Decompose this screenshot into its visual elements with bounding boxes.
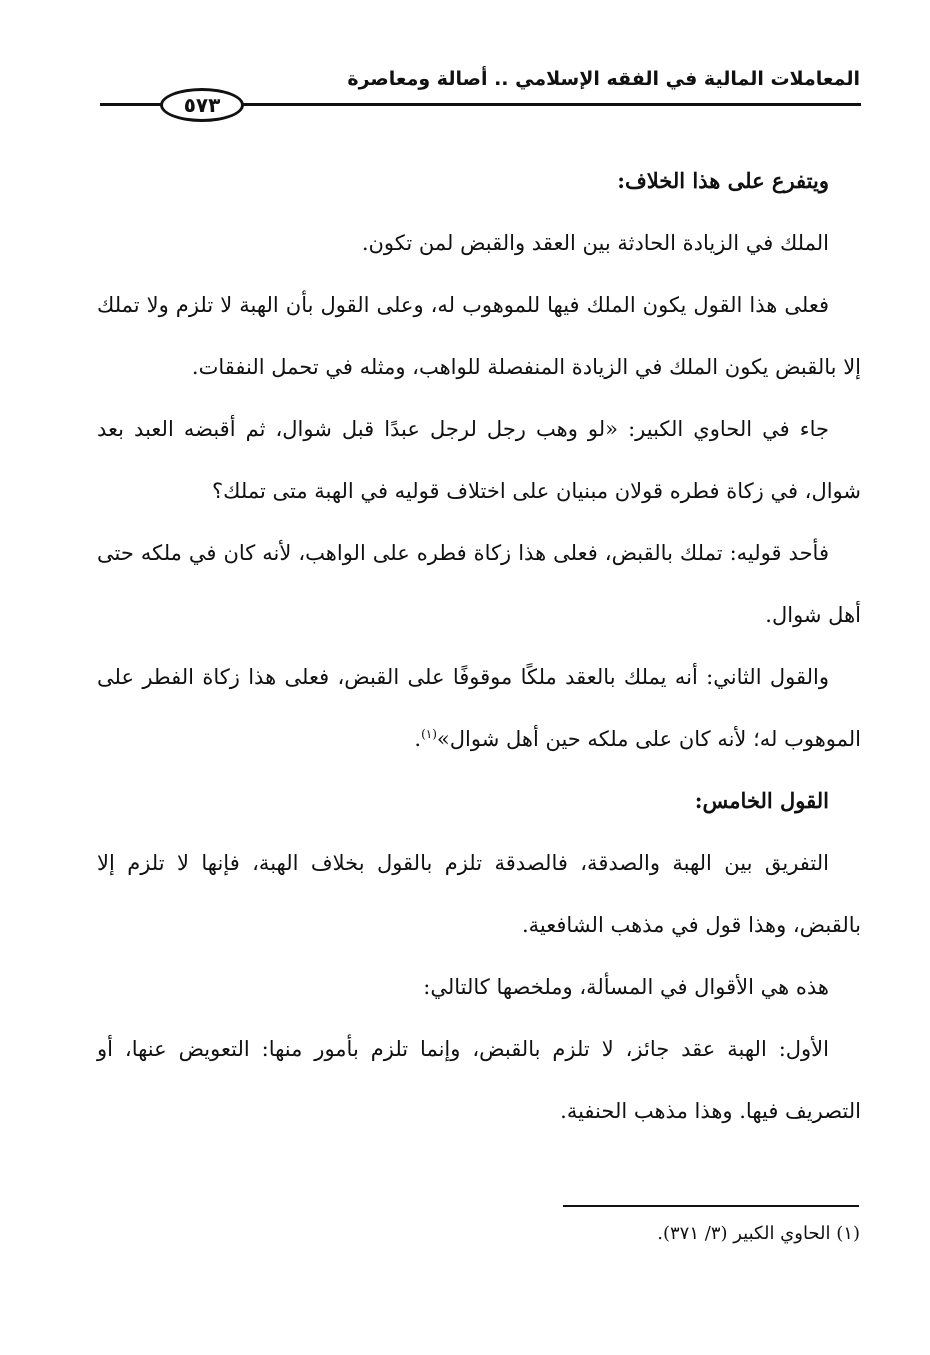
paragraph: الملك في الزيادة الحادثة بين العقد والقبض لمن تكون.: [361, 231, 829, 255]
footnote-reference: (١): [421, 727, 437, 741]
page-number-badge: [160, 88, 244, 122]
page-number: ٥٧٣: [183, 93, 221, 117]
paragraph: الأول: الهبة عقد جائز، لا تلزم بالقبض، وإنما تلزم بأمور منها: التعويض عنها، أو التصريف فيها. وهذا مذهب الحنفية.: [97, 1037, 861, 1123]
paragraph: هذه هي الأقوال في المسألة، وملخصها كالتالي:: [423, 975, 829, 999]
header-rule: [100, 103, 162, 106]
body-text: [97, 150, 861, 1142]
section-heading: القول الخامس:: [694, 788, 829, 813]
header-rule: [243, 103, 861, 106]
paragraph: فأحد قوليه: تملك بالقبض، فعلى هذا زكاة فطره على الواهب، لأنه كان في ملكه حتى أهل شوال.: [97, 541, 861, 627]
paragraph: التفريق بين الهبة والصدقة، فالصدقة تلزم بالقول بخلاف الهبة، فإنها لا تلزم إلا بالقبض، وهذا قول في مذهب الشافعية.: [97, 851, 861, 937]
footnote: (١) الحاوي الكبير (٣/ ٣٧١).: [657, 1223, 860, 1244]
paragraph-text: والقول الثاني: أنه يملك بالعقد ملكًا موقوفًا على القبض، فعلى هذا زكاة الفطر على الموهوب له؛ لأنه كان على ملكه حين أهل شوال»: [97, 665, 861, 751]
paragraph-branch-heading: ويتفرع على هذا الخلاف:: [617, 168, 829, 193]
paragraph-end: .: [414, 727, 422, 751]
paragraph: فعلى هذا القول يكون الملك فيها للموهوب له، وعلى القول بأن الهبة لا تلزم ولا تملك إلا بالقبض يكون الملك في الزيادة المنفصلة للواهب، ومثله في تحمل النفقات.: [97, 293, 861, 379]
paragraph-quote: جاء في الحاوي الكبير: «لو وهب رجل لرجل عبدًا قبل شوال، ثم أقبضه العبد بعد شوال، في زكاة فطره قولان مبنيان على اختلاف قوليه في الهبة متى تملك؟: [97, 417, 861, 503]
paragraph: [97, 646, 861, 770]
footnote-separator: [563, 1205, 859, 1207]
running-title: المعاملات المالية في الفقه الإسلامي .. أصالة ومعاصرة: [347, 68, 860, 90]
